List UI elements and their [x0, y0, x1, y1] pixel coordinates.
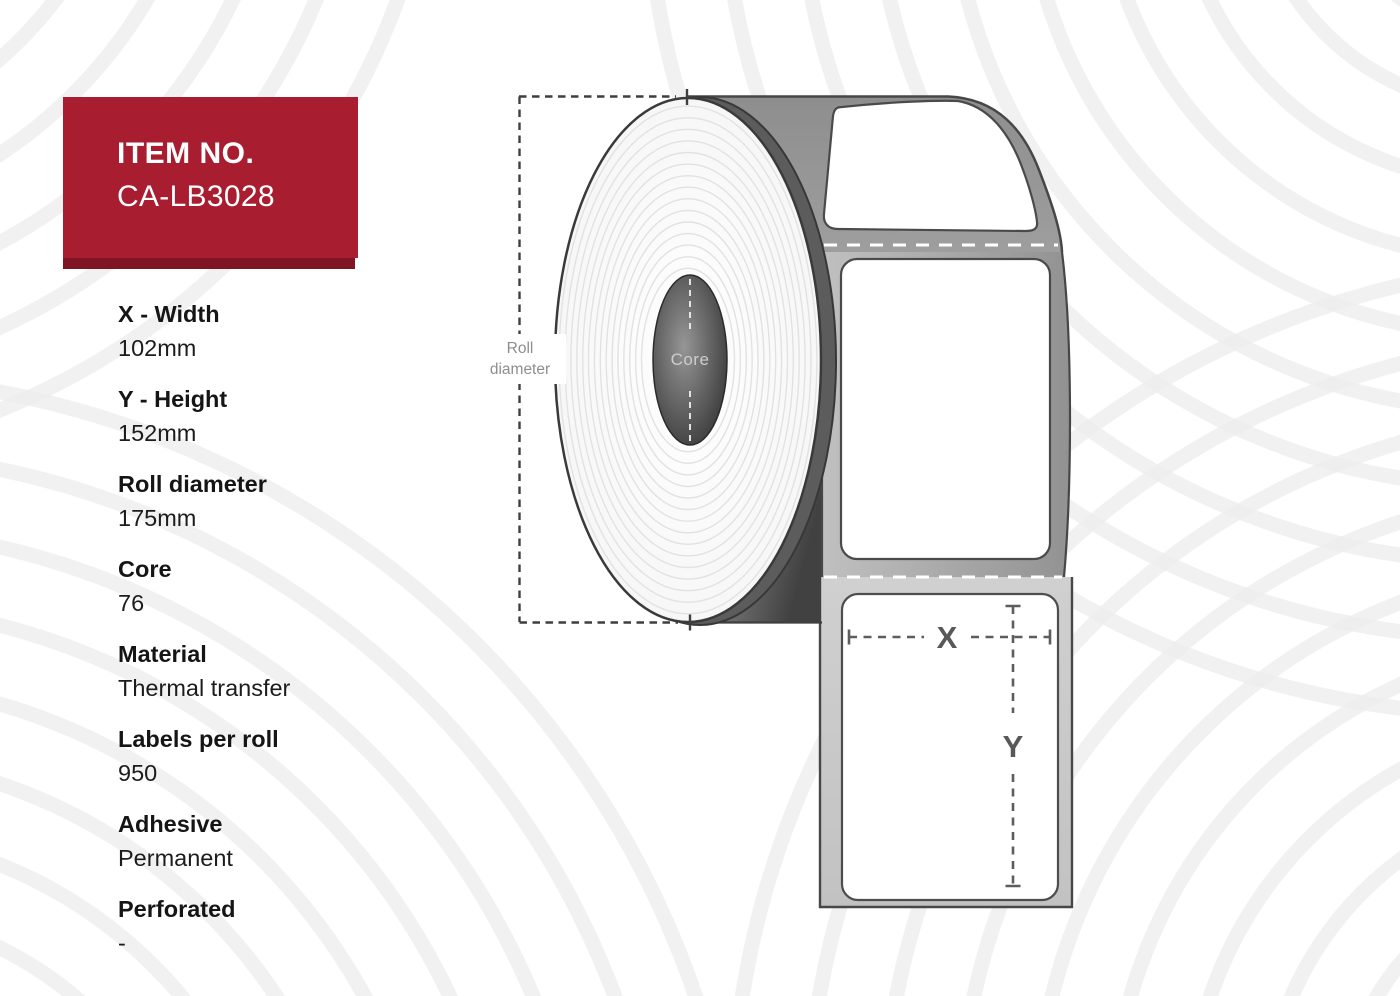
- spec-list: [118, 300, 418, 980]
- spec-label: Core: [118, 556, 172, 582]
- spec-value: 950: [118, 760, 158, 786]
- spec-value: Thermal transfer: [118, 675, 291, 701]
- spec-value: Permanent: [118, 845, 233, 871]
- spec-item-y-height: [118, 385, 418, 448]
- spec-item-roll-diameter: [118, 470, 418, 533]
- spec-value: -: [118, 930, 126, 956]
- core-label: Core: [670, 350, 710, 369]
- spec-label: Material: [118, 641, 207, 667]
- spec-item-adhesive: [118, 810, 418, 873]
- spec-value: 102mm: [118, 335, 197, 361]
- roll-diameter-label-line2: diameter: [489, 361, 551, 378]
- x-dimension-label: X: [936, 620, 958, 655]
- roll-diameter-label-line1: Roll: [506, 340, 534, 357]
- spec-label: Labels per roll: [118, 726, 279, 752]
- spec-column: [0, 0, 430, 996]
- spec-label: Perforated: [118, 896, 236, 922]
- spec-item-core: [118, 555, 418, 618]
- label-middle: [841, 259, 1050, 559]
- spec-label: X - Width: [118, 301, 220, 327]
- spec-value: 76: [118, 590, 145, 616]
- spec-item-x-width: [118, 300, 418, 363]
- item-no-value: CA-LB3028: [117, 180, 275, 213]
- spec-label: Y - Height: [118, 386, 228, 412]
- item-no-heading: ITEM NO.: [117, 137, 255, 170]
- spec-label: Adhesive: [118, 811, 223, 837]
- spec-value: 175mm: [118, 505, 197, 531]
- y-dimension-label: Y: [1002, 729, 1024, 764]
- spec-item-perforated: [118, 895, 418, 958]
- spec-value: 152mm: [118, 420, 197, 446]
- spec-item-labels-per-roll: [118, 725, 418, 788]
- item-number-badge: [63, 97, 358, 258]
- spec-item-material: [118, 640, 418, 703]
- spec-label: Roll diameter: [118, 471, 267, 497]
